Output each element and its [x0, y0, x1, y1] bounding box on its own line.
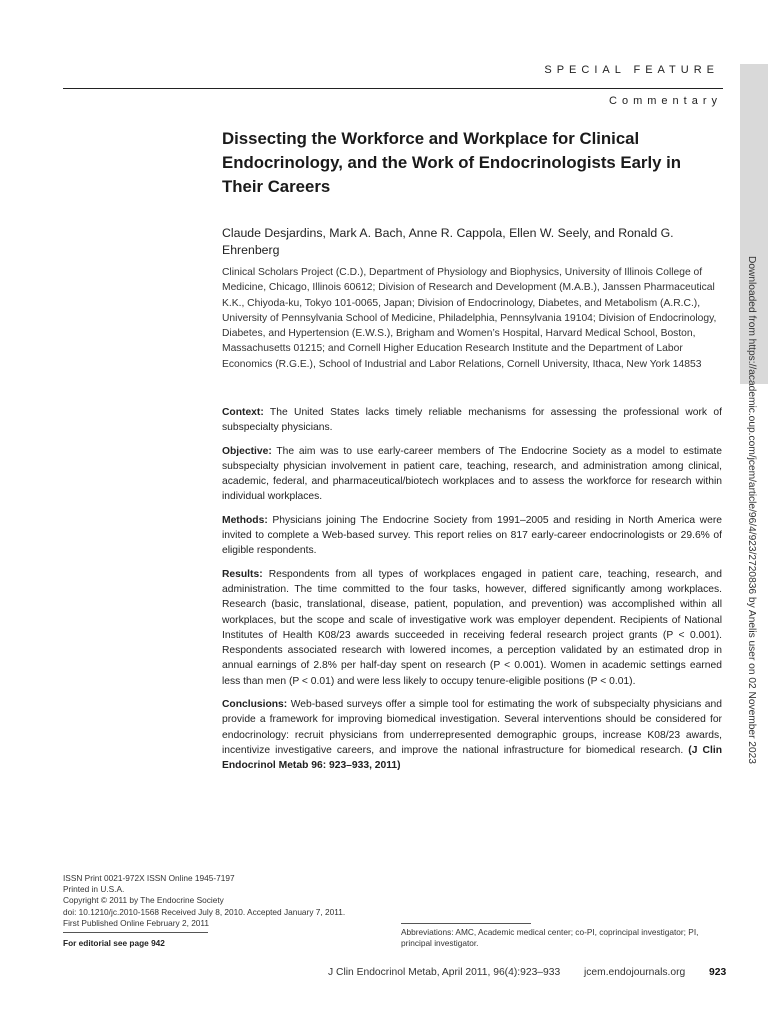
- abstract-results: [222, 567, 722, 689]
- objective-text: The aim was to use early-career members of The Endocrine Society as a model to estimate subspecialty physician involvement in patient care, teaching, research, and administration among clinical, academic, federal, and pharmaceutical/biotech workplaces and to assess the workforce for research within individual workplaces.: [222, 445, 722, 503]
- affiliations: Clinical Scholars Project (C.D.), Department of Physiology and Biophysics, University of Illinois College of Medicine, Chicago, Illinois 60612; Division of Research and Development (M.A.B.), Janssen Pharmaceutical K.K., Chiyoda-ku, Tokyo 101-0065, Japan; Division of Endocrinology, Diabetes, and Metabolism (A.R.C.), University of Pennsylvania School of Medicine, Philadelphia, Pennsylvania 19104; Division of Endocrinology, Diabetes, and Hypertension (E.W.S.), Brigham and Women’s Hospital, Harvard Medical School, Boston, Massachusetts 01215; and Cornell Higher Education Research Institute and the Department of Labor Economics (R.G.E.), School of Industrial and Labor Relations, Cornell University, Ithaca, New York 14853: [222, 267, 717, 370]
- results-text: Respondents from all types of workplaces engaged in patient care, teaching, research, and administration. The time committed to the four tasks, however, differed significantly among workplaces. Research (basic, translational, disease, patient, population, and prevention) was accomplished within all workplaces, but the scope and scale of investigative work was employer dependent. Recipients of National Institutes of Health K08/23 awards succeeded in receiving federal research project grants (P < 0.001). Respondents associated research with lowered incomes, a perception validated by an estimated drop in annual earnings of 2.8% per half-day spent on research (P < 0.001). Women in academic settings earned less than men (P < 0.01) and were less likely to occupy tenure-eligible positions (P < 0.01).: [222, 568, 722, 687]
- section-label: SPECIAL FEATURE: [544, 64, 719, 76]
- results-label: Results:: [222, 568, 263, 580]
- editorial-note: For editorial see page 942: [63, 938, 165, 948]
- context-text: The United States lacks timely reliable mechanisms for assessing the professional work of subspecialty physicians.: [222, 407, 722, 434]
- methods-label: Methods:: [222, 514, 268, 526]
- first-published: First Published Online February 2, 2011: [63, 917, 210, 928]
- publication-info: [63, 873, 383, 929]
- issn: ISSN Print 0021-972X ISSN Online 1945-7197: [63, 873, 235, 883]
- footer-rule: [63, 932, 208, 933]
- conclusions-text: Web-based surveys offer a simple tool for estimating the work of subspecialty physicians and provide a framework for improving biomedical investigation. Several interventions should be considered for endocrinology: recruit physicians from underrepresented demographic groups, increase K08/23 awards, incentivize investigative careers, and improve the national infrastructure for biomedical research.: [222, 699, 722, 756]
- abbreviations-rule: [401, 923, 531, 924]
- methods-text: Physicians joining The Endocrine Society from 1991–2005 and residing in North America were invited to complete a Web-based survey. This report relies on 817 early-career endocrinologists or 29.6% of eligible respondents.: [222, 514, 722, 557]
- abbreviations: Abbreviations: AMC, Academic medical center; co-PI, coprincipal investigator; PI, principal investigator.: [401, 927, 699, 949]
- header-rule: [63, 88, 723, 89]
- printed-in: Printed in U.S.A.: [63, 884, 125, 895]
- article-title: Dissecting the Workforce and Workplace for Clinical Endocrinology, and the Work of Endocrinologists Early in Their Careers: [222, 129, 682, 196]
- abstract-objective: [222, 444, 722, 505]
- subsection-label: Commentary: [609, 95, 722, 107]
- author-list: Claude Desjardins, Mark A. Bach, Anne R. Cappola, Ellen W. Seely, and Ronald G. Ehrenberg: [222, 226, 674, 257]
- journal-citation: J Clin Endocrinol Metab, April 2011, 96(4):923–933: [328, 967, 561, 978]
- abstract-methods: [222, 513, 722, 559]
- abstract: [222, 405, 722, 782]
- context-label: Context:: [222, 407, 264, 418]
- abstract-context: [222, 405, 722, 436]
- running-footer: [328, 967, 726, 978]
- copyright: Copyright © 2011 by The Endocrine Society: [63, 895, 224, 906]
- objective-label: Objective:: [222, 445, 272, 457]
- doi: doi: 10.1210/jc.2010-1568 Received July 8, 2010. Accepted January 7, 2011.: [63, 906, 346, 917]
- conclusions-label: Conclusions:: [222, 699, 288, 711]
- download-notice: Downloaded from https://academic.oup.com/jcem/article/96/4/923/2720836 by Anelis user on 02 November 2023: [746, 256, 757, 764]
- citation: (J Clin Endocrinol Metab 96: 923–933, 2011): [222, 744, 722, 772]
- abstract-conclusions: [222, 697, 722, 773]
- journal-site: jcem.endojournals.org: [583, 967, 686, 978]
- page-number: 923: [709, 967, 727, 978]
